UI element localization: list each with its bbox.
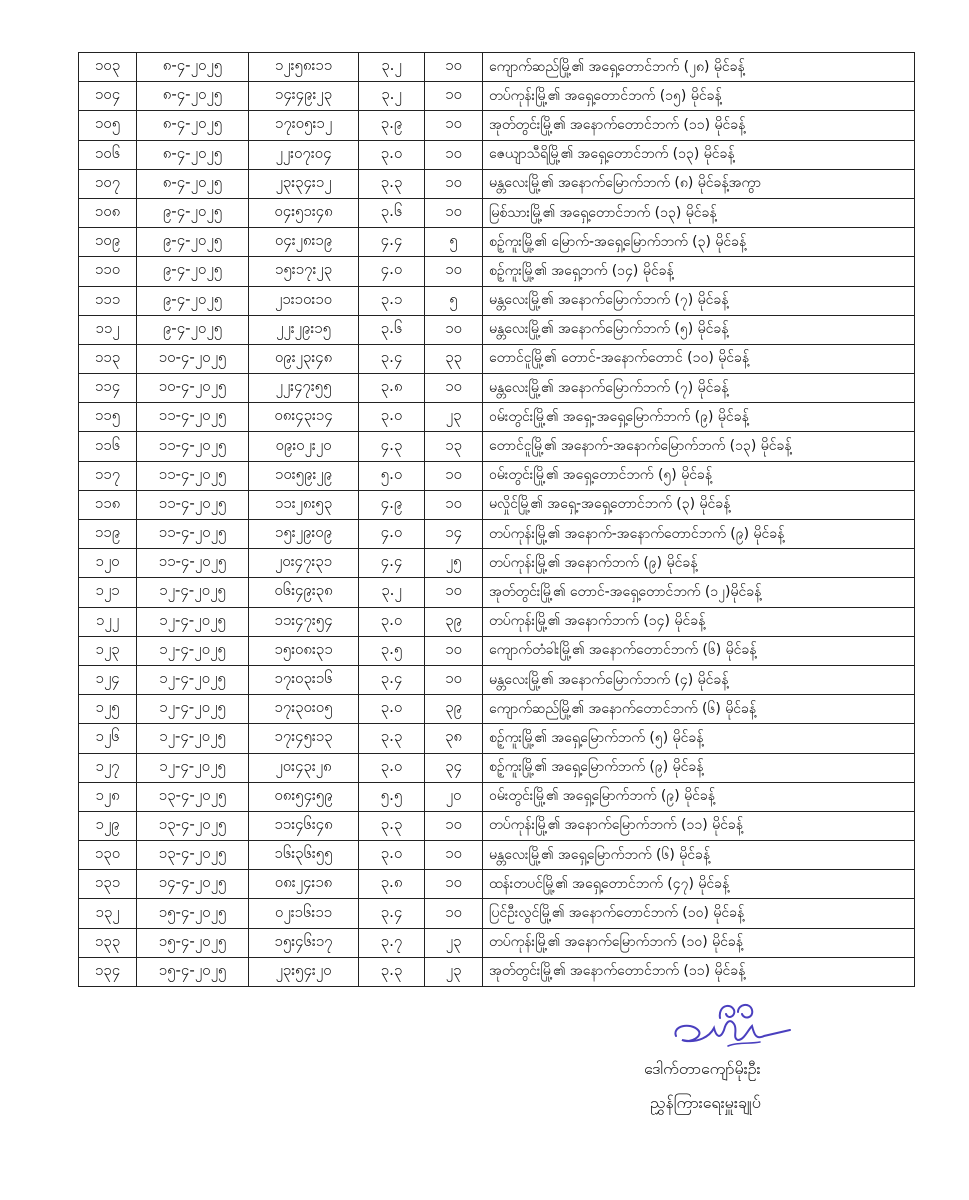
date-cell: ၁၂-၄-၂၀၂၅ bbox=[137, 578, 249, 607]
signature-mark bbox=[668, 1000, 808, 1058]
location-cell: တပ်ကုန်းမြို့၏ အနောက်-အနောက်တောင်ဘက် (၉) မိုင်ခန့် bbox=[483, 520, 915, 549]
time-cell: ၀၈း၂၄း၁၈ bbox=[249, 870, 359, 899]
serial-no-cell: ၁၃၄ bbox=[79, 957, 137, 986]
serial-no-cell: ၁၁၅ bbox=[79, 403, 137, 432]
magnitude-cell: ၃.၅ bbox=[359, 636, 425, 665]
depth-cell: ၁၀ bbox=[425, 461, 483, 490]
table-row bbox=[79, 578, 915, 607]
table-row bbox=[79, 520, 915, 549]
depth-cell: ၁၄ bbox=[425, 520, 483, 549]
time-cell: ၁၂း၅၈း၁၁ bbox=[249, 53, 359, 82]
table-row bbox=[79, 957, 915, 986]
time-cell: ၁၅း၁၇း၂၃ bbox=[249, 257, 359, 286]
magnitude-cell: ၃.၆ bbox=[359, 198, 425, 227]
table-row bbox=[79, 286, 915, 315]
magnitude-cell: ၃.၀ bbox=[359, 841, 425, 870]
date-cell: ၁၀-၄-၂၀၂၅ bbox=[137, 374, 249, 403]
location-cell: စဉ့်ကူးမြို့၏ အရှေ့မြောက်ဘက် (၅) မိုင်ခန့် bbox=[483, 724, 915, 753]
time-cell: ၁၇း၀၅း၁၂ bbox=[249, 111, 359, 140]
time-cell: ၁၆း၃၆း၅၅ bbox=[249, 841, 359, 870]
location-cell: အုတ်တွင်းမြို့၏ တောင်-အရှေ့တောင်ဘက် (၁၂)မိုင်ခန့် bbox=[483, 578, 915, 607]
magnitude-cell: ၄.၄ bbox=[359, 549, 425, 578]
earthquake-table bbox=[78, 52, 915, 987]
depth-cell: ၃၄ bbox=[425, 753, 483, 782]
depth-cell: ၁၀ bbox=[425, 578, 483, 607]
time-cell: ၁၇း၃၀း၀၅ bbox=[249, 695, 359, 724]
magnitude-cell: ၃.၈ bbox=[359, 870, 425, 899]
depth-cell: ၁၀ bbox=[425, 257, 483, 286]
depth-cell: ၁၀ bbox=[425, 490, 483, 519]
time-cell: ၁၀း၅၉း၂၉ bbox=[249, 461, 359, 490]
depth-cell: ၃၈ bbox=[425, 724, 483, 753]
table-row bbox=[79, 549, 915, 578]
magnitude-cell: ၃.၂ bbox=[359, 82, 425, 111]
depth-cell: ၂၃ bbox=[425, 957, 483, 986]
location-cell: ဝမ်းတွင်းမြို့၏ အရှေ့မြောက်ဘက် (၉) မိုင်ခန့် bbox=[483, 782, 915, 811]
serial-no-cell: ၁၁၃ bbox=[79, 344, 137, 373]
location-cell: ကျောက်တံခါးမြို့၏ အနောက်တောင်ဘက် (၆) မိုင်ခန့် bbox=[483, 636, 915, 665]
depth-cell: ၁၃ bbox=[425, 432, 483, 461]
table-row bbox=[79, 111, 915, 140]
serial-no-cell: ၁၃၀ bbox=[79, 841, 137, 870]
date-cell: ၁၅-၄-၂၀၂၅ bbox=[137, 957, 249, 986]
serial-no-cell: ၁၁၄ bbox=[79, 374, 137, 403]
location-cell: တပ်ကုန်းမြို့၏ အနောက်ဘက် (၉) မိုင်ခန့် bbox=[483, 549, 915, 578]
serial-no-cell: ၁၁၈ bbox=[79, 490, 137, 519]
magnitude-cell: ၃.၉ bbox=[359, 111, 425, 140]
serial-no-cell: ၁၂၁ bbox=[79, 578, 137, 607]
location-cell: ဝမ်းတွင်းမြို့၏ အရှေ့-အရှေ့မြောက်ဘက် (၉) မိုင်ခန့် bbox=[483, 403, 915, 432]
location-cell: ကျောက်ဆည်မြို့၏ အနောက်တောင်ဘက် (၆) မိုင်ခန့် bbox=[483, 695, 915, 724]
date-cell: ၈-၄-၂၀၂၅ bbox=[137, 169, 249, 198]
magnitude-cell: ၃.၀ bbox=[359, 140, 425, 169]
depth-cell: ၃၉ bbox=[425, 607, 483, 636]
serial-no-cell: ၁၀၉ bbox=[79, 228, 137, 257]
time-cell: ၁၇း၀၃း၁၆ bbox=[249, 665, 359, 694]
location-cell: မြစ်သားမြို့၏ အရှေ့တောင်ဘက် (၁၃) မိုင်ခန့် bbox=[483, 198, 915, 227]
serial-no-cell: ၁၂၉ bbox=[79, 811, 137, 840]
date-cell: ၁၅-၄-၂၀၂၅ bbox=[137, 928, 249, 957]
depth-cell: ၃၉ bbox=[425, 695, 483, 724]
location-cell: မန္တလေးမြို့၏ အနောက်မြောက်ဘက် (၅) မိုင်ခန့် bbox=[483, 315, 915, 344]
serial-no-cell: ၁၂၀ bbox=[79, 549, 137, 578]
date-cell: ၁၁-၄-၂၀၂၅ bbox=[137, 490, 249, 519]
depth-cell: ၂၀ bbox=[425, 782, 483, 811]
time-cell: ၂၀း၄၇း၃၁ bbox=[249, 549, 359, 578]
magnitude-cell: ၃.၄ bbox=[359, 344, 425, 373]
date-cell: ၁၂-၄-၂၀၂၅ bbox=[137, 636, 249, 665]
table-row bbox=[79, 53, 915, 82]
table-row bbox=[79, 461, 915, 490]
location-cell: မန္တလေးမြို့၏ အနောက်မြောက်ဘက် (၄) မိုင်ခန့် bbox=[483, 665, 915, 694]
date-cell: ၈-၄-၂၀၂၅ bbox=[137, 111, 249, 140]
time-cell: ၂၂း၂၉း၁၅ bbox=[249, 315, 359, 344]
magnitude-cell: ၃.၄ bbox=[359, 899, 425, 928]
table-row bbox=[79, 140, 915, 169]
table-row bbox=[79, 841, 915, 870]
location-cell: တပ်ကုန်းမြို့၏ အနောက်ဘက် (၁၄) မိုင်ခန့် bbox=[483, 607, 915, 636]
magnitude-cell: ၃.၀ bbox=[359, 753, 425, 782]
date-cell: ၉-၄-၂၀၂၅ bbox=[137, 286, 249, 315]
magnitude-cell: ၄.၃ bbox=[359, 432, 425, 461]
location-cell: ကျောက်ဆည်မြို့၏ အရှေ့တောင်ဘက် (၂၈) မိုင်ခန့် bbox=[483, 53, 915, 82]
location-cell: စဉ့်ကူးမြို့၏ အရှေ့ဘက် (၁၄) မိုင်ခန့် bbox=[483, 257, 915, 286]
location-cell: မန္တလေးမြို့၏ အနောက်မြောက်ဘက် (၇) မိုင်ခန့် bbox=[483, 286, 915, 315]
date-cell: ၁၁-၄-၂၀၂၅ bbox=[137, 461, 249, 490]
location-cell: ဇေယျာသီရိမြို့၏ အရှေ့တောင်ဘက် (၁၃) မိုင်ခန့် bbox=[483, 140, 915, 169]
time-cell: ၁၁း၄၆း၄၈ bbox=[249, 811, 359, 840]
serial-no-cell: ၁၂၆ bbox=[79, 724, 137, 753]
time-cell: ၂၁း၁၀း၁၀ bbox=[249, 286, 359, 315]
date-cell: ၈-၄-၂၀၂၅ bbox=[137, 82, 249, 111]
depth-cell: ၅ bbox=[425, 228, 483, 257]
magnitude-cell: ၃.၀ bbox=[359, 403, 425, 432]
date-cell: ၈-၄-၂၀၂၅ bbox=[137, 140, 249, 169]
serial-no-cell: ၁၂၃ bbox=[79, 636, 137, 665]
serial-no-cell: ၁၀၃ bbox=[79, 53, 137, 82]
serial-no-cell: ၁၀၇ bbox=[79, 169, 137, 198]
serial-no-cell: ၁၂၄ bbox=[79, 665, 137, 694]
table-row bbox=[79, 753, 915, 782]
location-cell: မန္တလေးမြို့၏ အနောက်မြောက်ဘက် (၈) မိုင်ခန့်အကွာ bbox=[483, 169, 915, 198]
serial-no-cell: ၁၁၀ bbox=[79, 257, 137, 286]
magnitude-cell: ၃.၃ bbox=[359, 957, 425, 986]
time-cell: ၁၅း၄၆း၁၇ bbox=[249, 928, 359, 957]
depth-cell: ၂၅ bbox=[425, 549, 483, 578]
magnitude-cell: ၃.၂ bbox=[359, 578, 425, 607]
serial-no-cell: ၁၁၇ bbox=[79, 461, 137, 490]
date-cell: ၁၀-၄-၂၀၂၅ bbox=[137, 344, 249, 373]
serial-no-cell: ၁၃၁ bbox=[79, 870, 137, 899]
location-cell: အုတ်တွင်းမြို့၏ အနောက်တောင်ဘက် (၁၁) မိုင်ခန့် bbox=[483, 111, 915, 140]
location-cell: စဉ့်ကူးမြို့၏ မြောက်-အရှေ့မြောက်ဘက် (၃) မိုင်ခန့် bbox=[483, 228, 915, 257]
serial-no-cell: ၁၃၂ bbox=[79, 899, 137, 928]
depth-cell: ၁၀ bbox=[425, 665, 483, 694]
depth-cell: ၁၀ bbox=[425, 82, 483, 111]
table-row bbox=[79, 228, 915, 257]
magnitude-cell: ၃.၄ bbox=[359, 665, 425, 694]
depth-cell: ၁၀ bbox=[425, 899, 483, 928]
location-cell: တပ်ကုန်းမြို့၏ အနောက်မြောက်ဘက် (၁၀) မိုင်ခန့် bbox=[483, 928, 915, 957]
magnitude-cell: ၃.၃ bbox=[359, 169, 425, 198]
depth-cell: ၅ bbox=[425, 286, 483, 315]
time-cell: ၂၂း၄၇း၅၅ bbox=[249, 374, 359, 403]
table-row bbox=[79, 403, 915, 432]
table-row bbox=[79, 665, 915, 694]
magnitude-cell: ၃.၀ bbox=[359, 695, 425, 724]
serial-no-cell: ၁၂၇ bbox=[79, 753, 137, 782]
location-cell: တပ်ကုန်းမြို့၏ အရှေ့တောင်ဘက် (၁၅) မိုင်ခန့် bbox=[483, 82, 915, 111]
time-cell: ၁၇း၄၅း၁၃ bbox=[249, 724, 359, 753]
time-cell: ၁၁း၄၇း၅၄ bbox=[249, 607, 359, 636]
magnitude-cell: ၃.၈ bbox=[359, 374, 425, 403]
magnitude-cell: ၃.၁ bbox=[359, 286, 425, 315]
depth-cell: ၁၀ bbox=[425, 53, 483, 82]
time-cell: ၀၄း၅၁း၄၈ bbox=[249, 198, 359, 227]
time-cell: ၂၀း၄၃း၂၈ bbox=[249, 753, 359, 782]
table-row bbox=[79, 870, 915, 899]
table-row bbox=[79, 636, 915, 665]
signatory-name: ဒေါက်တာကျော်မိုးဦး bbox=[644, 1059, 761, 1078]
date-cell: ၁၂-၄-၂၀၂၅ bbox=[137, 607, 249, 636]
date-cell: ၁၁-၄-၂၀၂၅ bbox=[137, 403, 249, 432]
serial-no-cell: ၁၀၈ bbox=[79, 198, 137, 227]
earthquake-table-body bbox=[79, 53, 915, 987]
magnitude-cell: ၃.၃ bbox=[359, 811, 425, 840]
magnitude-cell: ၃.၃ bbox=[359, 724, 425, 753]
time-cell: ၀၉း၂၃း၄၈ bbox=[249, 344, 359, 373]
magnitude-cell: ၅.၅ bbox=[359, 782, 425, 811]
date-cell: ၉-၄-၂၀၂၅ bbox=[137, 315, 249, 344]
serial-no-cell: ၁၀၄ bbox=[79, 82, 137, 111]
serial-no-cell: ၁၀၆ bbox=[79, 140, 137, 169]
table-row bbox=[79, 315, 915, 344]
date-cell: ၁၁-၄-၂၀၂၅ bbox=[137, 549, 249, 578]
date-cell: ၁၁-၄-၂၀၂၅ bbox=[137, 432, 249, 461]
serial-no-cell: ၁၂၈ bbox=[79, 782, 137, 811]
time-cell: ၀၈း၄၃း၁၄ bbox=[249, 403, 359, 432]
magnitude-cell: ၄.၀ bbox=[359, 257, 425, 286]
date-cell: ၁၃-၄-၂၀၂၅ bbox=[137, 841, 249, 870]
magnitude-cell: ၃.၇ bbox=[359, 928, 425, 957]
table-row bbox=[79, 344, 915, 373]
magnitude-cell: ၃.၂ bbox=[359, 53, 425, 82]
depth-cell: ၁၀ bbox=[425, 870, 483, 899]
serial-no-cell: ၁၂၂ bbox=[79, 607, 137, 636]
signatory-title: ညွှန်ကြားရေးမှူးချုပ် bbox=[650, 1093, 761, 1112]
table-row bbox=[79, 607, 915, 636]
depth-cell: ၁၀ bbox=[425, 841, 483, 870]
depth-cell: ၁၀ bbox=[425, 315, 483, 344]
date-cell: ၁၄-၄-၂၀၂၅ bbox=[137, 870, 249, 899]
depth-cell: ၁၀ bbox=[425, 140, 483, 169]
table-row bbox=[79, 432, 915, 461]
depth-cell: ၂၃ bbox=[425, 403, 483, 432]
date-cell: ၈-၄-၂၀၂၅ bbox=[137, 53, 249, 82]
time-cell: ၂၃း၅၄း၂၀ bbox=[249, 957, 359, 986]
date-cell: ၁၂-၄-၂၀၂၅ bbox=[137, 665, 249, 694]
magnitude-cell: ၃.၀ bbox=[359, 607, 425, 636]
time-cell: ၁၁း၂၈း၅၃ bbox=[249, 490, 359, 519]
location-cell: မန္တလေးမြို့၏ အနောက်မြောက်ဘက် (၇) မိုင်ခန့် bbox=[483, 374, 915, 403]
date-cell: ၁၃-၄-၂၀၂၅ bbox=[137, 811, 249, 840]
location-cell: ဝမ်းတွင်းမြို့၏ အရှေ့တောင်ဘက် (၅) မိုင်ခန့် bbox=[483, 461, 915, 490]
table-row bbox=[79, 374, 915, 403]
date-cell: ၁၂-၄-၂၀၂၅ bbox=[137, 724, 249, 753]
table-row bbox=[79, 811, 915, 840]
location-cell: တောင်ငူမြို့၏ အနောက်-အနောက်မြောက်ဘက် (၁၃) မိုင်ခန့် bbox=[483, 432, 915, 461]
table-row bbox=[79, 782, 915, 811]
date-cell: ၉-၄-၂၀၂၅ bbox=[137, 228, 249, 257]
location-cell: မန္တလေးမြို့၏ အရှေ့မြောက်ဘက် (၆) မိုင်ခန့် bbox=[483, 841, 915, 870]
location-cell: အုတ်တွင်းမြို့၏ အနောက်တောင်ဘက် (၁၁) မိုင်ခန့် bbox=[483, 957, 915, 986]
depth-cell: ၁၀ bbox=[425, 198, 483, 227]
depth-cell: ၁၀ bbox=[425, 169, 483, 198]
time-cell: ၂၂း၀၇း၀၄ bbox=[249, 140, 359, 169]
depth-cell: ၁၀ bbox=[425, 811, 483, 840]
serial-no-cell: ၁၂၅ bbox=[79, 695, 137, 724]
magnitude-cell: ၅.၀ bbox=[359, 461, 425, 490]
location-cell: ပြင်ဦးလွင်မြို့၏ အနောက်တောင်ဘက် (၁၀) မိုင်ခန့် bbox=[483, 899, 915, 928]
time-cell: ၀၂း၁၆း၁၁ bbox=[249, 899, 359, 928]
date-cell: ၁၁-၄-၂၀၂၅ bbox=[137, 520, 249, 549]
time-cell: ၀၈း၅၄း၅၉ bbox=[249, 782, 359, 811]
magnitude-cell: ၄.၀ bbox=[359, 520, 425, 549]
depth-cell: ၁၀ bbox=[425, 111, 483, 140]
table-row bbox=[79, 257, 915, 286]
serial-no-cell: ၁၀၅ bbox=[79, 111, 137, 140]
depth-cell: ၁၀ bbox=[425, 636, 483, 665]
table-row bbox=[79, 490, 915, 519]
time-cell: ၂၃း၃၄း၁၂ bbox=[249, 169, 359, 198]
magnitude-cell: ၄.၉ bbox=[359, 490, 425, 519]
table-row bbox=[79, 899, 915, 928]
date-cell: ၉-၄-၂၀၂၅ bbox=[137, 198, 249, 227]
magnitude-cell: ၃.၆ bbox=[359, 315, 425, 344]
time-cell: ၁၅း၀၈း၃၁ bbox=[249, 636, 359, 665]
location-cell: မလှိုင်မြို့၏ အရှေ့-အရှေ့တောင်ဘက် (၃) မိုင်ခန့် bbox=[483, 490, 915, 519]
table-row bbox=[79, 169, 915, 198]
location-cell: စဉ့်ကူးမြို့၏ အရှေ့မြောက်ဘက် (၉) မိုင်ခန့် bbox=[483, 753, 915, 782]
time-cell: ၁၄း၄၉း၂၃ bbox=[249, 82, 359, 111]
serial-no-cell: ၁၁၆ bbox=[79, 432, 137, 461]
depth-cell: ၃၃ bbox=[425, 344, 483, 373]
table-row bbox=[79, 928, 915, 957]
time-cell: ၀၉း၀၂း၂၀ bbox=[249, 432, 359, 461]
date-cell: ၁၂-၄-၂၀၂၅ bbox=[137, 695, 249, 724]
depth-cell: ၂၃ bbox=[425, 928, 483, 957]
date-cell: ၁၂-၄-၂၀၂၅ bbox=[137, 753, 249, 782]
serial-no-cell: ၁၃၃ bbox=[79, 928, 137, 957]
serial-no-cell: ၁၁၂ bbox=[79, 315, 137, 344]
location-cell: တပ်ကုန်းမြို့၏ အနောက်မြောက်ဘက် (၁၁) မိုင်ခန့် bbox=[483, 811, 915, 840]
table-row bbox=[79, 724, 915, 753]
date-cell: ၁၃-၄-၂၀၂၅ bbox=[137, 782, 249, 811]
time-cell: ၀၄း၂၈း၁၉ bbox=[249, 228, 359, 257]
time-cell: ၁၅း၂၉း၀၉ bbox=[249, 520, 359, 549]
date-cell: ၉-၄-၂၀၂၅ bbox=[137, 257, 249, 286]
date-cell: ၁၅-၄-၂၀၂၅ bbox=[137, 899, 249, 928]
location-cell: တောင်ငူမြို့၏ တောင်-အနောက်တောင် (၁၀) မိုင်ခန့် bbox=[483, 344, 915, 373]
serial-no-cell: ၁၁၁ bbox=[79, 286, 137, 315]
table-row bbox=[79, 695, 915, 724]
depth-cell: ၁၀ bbox=[425, 374, 483, 403]
serial-no-cell: ၁၁၉ bbox=[79, 520, 137, 549]
table-row bbox=[79, 82, 915, 111]
magnitude-cell: ၄.၄ bbox=[359, 228, 425, 257]
table-row bbox=[79, 198, 915, 227]
location-cell: ထန်းတပင်မြို့၏ အရှေ့တောင်ဘက် (၄၇) မိုင်ခန့် bbox=[483, 870, 915, 899]
time-cell: ၀၆း၄၉း၃၈ bbox=[249, 578, 359, 607]
